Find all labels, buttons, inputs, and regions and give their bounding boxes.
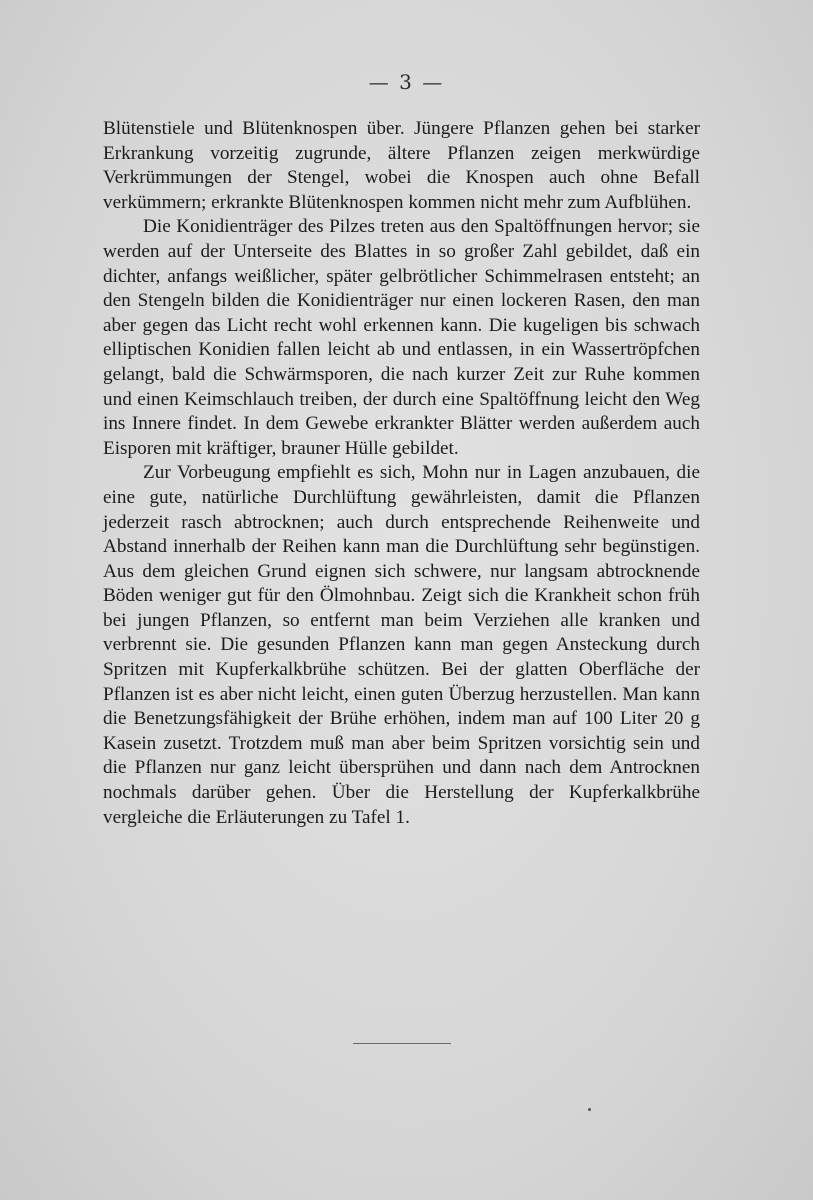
paragraph-3: Zur Vorbeugung empfiehlt es sich, Mohn nur in Lagen anzubauen, die eine gute, natürliche Durchlüftung gewährleisten, damit die Pflanzen jederzeit rasch abtrocknen; auch durch entsprechende Reihenweite und Abstand innerhalb der Reihen kann man die Durchlüftung sehr begünstigen. Aus dem gleichen Grund eignen sich schwere, nur langsam abtrocknende Böden weniger gut für den Ölmohnbau. Zeigt sich die Krankheit schon früh bei jungen Pflanzen, so entfernt man beim Verziehen alle kranken und verbrennt sie. Die gesunden Pflanzen kann man gegen Ansteckung durch Spritzen mit Kupferkalkbrühe schützen. Bei der glatten Oberfläche der Pflanzen ist es aber nicht leicht, einen guten Überzug herzustellen. Man kann die Benetzungsfähigkeit der Brühe erhöhen, indem man auf 100 Liter 20 g Kasein zusetzt. Trotzdem muß man aber beim Spritzen vorsichtig sein und die Pflanzen nur ganz leicht übersprühen und dann nach dem Antrocknen nochmals darüber gehen. Über die Herstellung der Kupferkalkbrühe vergleiche die Erläuterungen zu Tafel 1. <box>103 462 700 828</box>
paragraph-2: Die Konidienträger des Pilzes treten aus den Spaltöffnungen hervor; sie werden auf der Unterseite des Blattes in so großer Zahl gebildet, daß ein dichter, anfangs weißlicher, später gelbrötlicher Schimmelrasen entsteht; an den Stengeln bilden die Konidienträger nur einen lockeren Rasen, den man aber gegen das Licht recht wohl erkennen kann. Die kugeligen bis schwach elliptischen Konidien fallen leicht ab und entlassen, in ein Wassertröpfchen gelangt, bald die Schwärmsporen, die nach kurzer Zeit zur Ruhe kommen und einen Keimschlauch treiben, der durch eine Spaltöffnung leicht den Weg ins Innere findet. In dem Gewebe erkrankter Blätter werden außerdem auch Eisporen mit kräftiger, brauner Hülle gebildet. <box>103 216 700 459</box>
body-text <box>103 117 700 830</box>
end-rule <box>353 1043 451 1044</box>
paper-speck <box>588 1108 591 1111</box>
page-number: — 3 — <box>368 70 445 94</box>
paragraph-1: Blütenstiele und Blütenknospen über. Jüngere Pflanzen gehen bei starker Erkrankung vorzeitig zugrunde, ältere Pflanzen zeigen merkwürdige Verkrümmungen der Stengel, wobei die Knospen auch ohne Befall verkümmern; erkrankte Blütenknospen kommen nicht mehr zum Aufblühen. <box>103 118 700 213</box>
